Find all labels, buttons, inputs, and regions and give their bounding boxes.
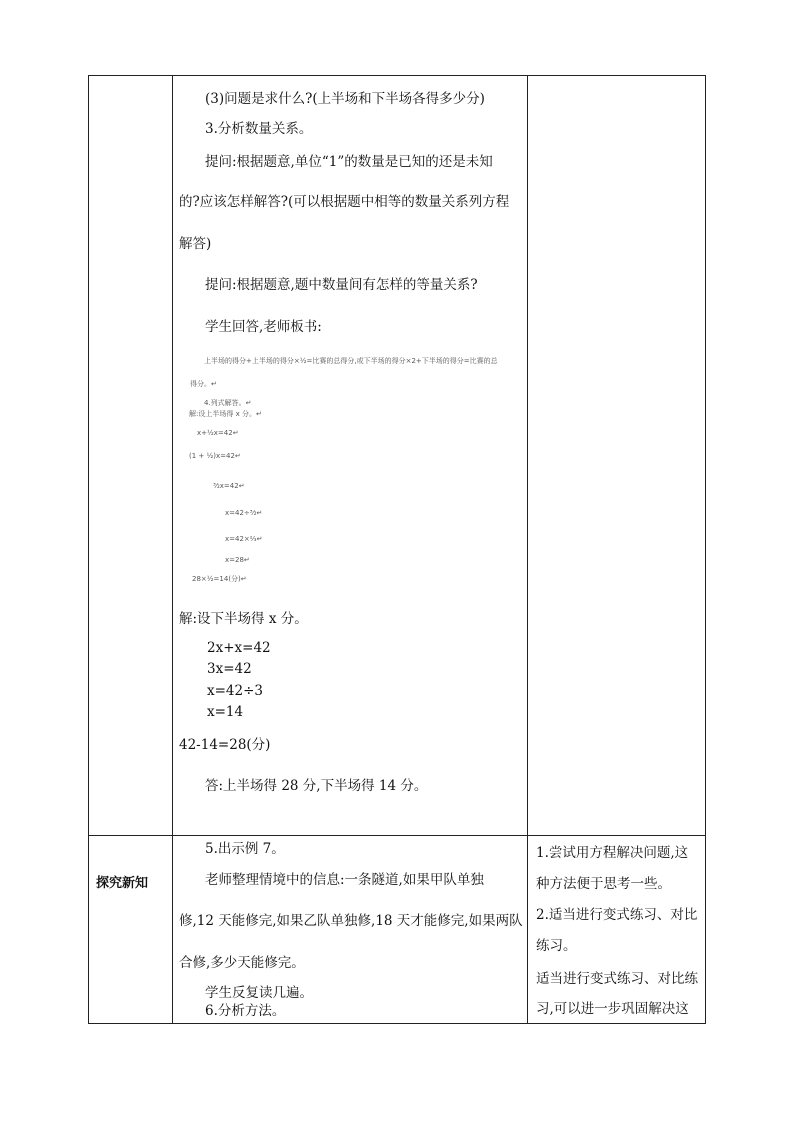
text-line: 6.分析方法。 (205, 1003, 286, 1019)
image-text-line: x=42×⅔↵ (225, 535, 263, 543)
table-border-bottom (88, 1023, 706, 1024)
table-border-right (705, 75, 706, 1024)
equation-line: x=14 (207, 704, 244, 720)
equation-line: 3x=42 (207, 661, 252, 677)
section-label: 探究新知 (96, 876, 149, 891)
image-text-line: 28×½=14(分)↵ (192, 575, 247, 583)
equation-line: x=42÷3 (207, 683, 264, 699)
text-line: 学生回答,老师板书: (205, 319, 322, 335)
image-text-line: 解:设上半场得 x 分。↵ (189, 410, 262, 418)
note-line: 1.尝试用方程解决问题,这 (536, 845, 689, 861)
image-text-line: 4.列式解答。↵ (204, 399, 252, 407)
table-row-divider (88, 835, 706, 836)
table-divider-2 (527, 75, 528, 1024)
text-line: 合修,多少天能修完。 (179, 955, 305, 971)
solution-line: 解:设下半场得 x 分。 (179, 611, 308, 627)
note-line: 练习。 (536, 938, 577, 954)
image-text-line: (1 + ½)x=42↵ (189, 452, 241, 460)
image-text-line: 上半场的得分+上半场的得分×½=比赛的总得分,或下半场的得分×2+下半场的得分=比赛的总 (204, 357, 498, 365)
text-line: 修,12 天能修完,如果乙队单独修,18 天才能修完,如果两队 (179, 913, 523, 929)
note-line: 种方法便于思考一些。 (536, 876, 671, 892)
text-line: 的?应该怎样解答?(可以根据题中相等的数量关系列方程 (179, 194, 510, 210)
text-line: 学生反复读几遍。 (205, 985, 313, 1001)
table-divider-1 (172, 75, 173, 1024)
answer-line: 答:上半场得 28 分,下半场得 14 分。 (205, 778, 428, 794)
equation-line: 2x+x=42 (207, 640, 271, 656)
text-line: 解答) (179, 236, 212, 252)
text-line: 5.出示例 7。 (205, 841, 285, 857)
image-text-line: x=42÷³⁄₂↵ (225, 509, 263, 517)
image-text-line: ³⁄₂x=42↵ (213, 482, 245, 490)
table-border-left (88, 75, 89, 1024)
text-line: (3)问题是求什么?(上半场和下半场各得多少分) (205, 91, 485, 107)
image-text-line: x+½x=42↵ (197, 429, 239, 437)
note-line: 2.适当进行变式练习、对比 (536, 907, 698, 923)
text-line: 提问:根据题意,单位“1”的数量是已知的还是未知 (205, 154, 493, 170)
image-text-line: x=28↵ (225, 556, 250, 564)
text-line: 3.分析数量关系。 (205, 121, 313, 137)
table-border-top (88, 75, 706, 76)
image-text-line: 得分。↵ (190, 380, 217, 388)
text-line: 提问:根据题意,题中数量间有怎样的等量关系? (205, 277, 478, 293)
note-line: 习,可以进一步巩固解决这 (536, 1001, 689, 1017)
text-line: 老师整理情境中的信息:一条隧道,如果甲队单独 (205, 872, 484, 888)
note-line: 适当进行变式练习、对比练 (536, 971, 698, 987)
equation-line: 42-14=28(分) (179, 737, 271, 753)
